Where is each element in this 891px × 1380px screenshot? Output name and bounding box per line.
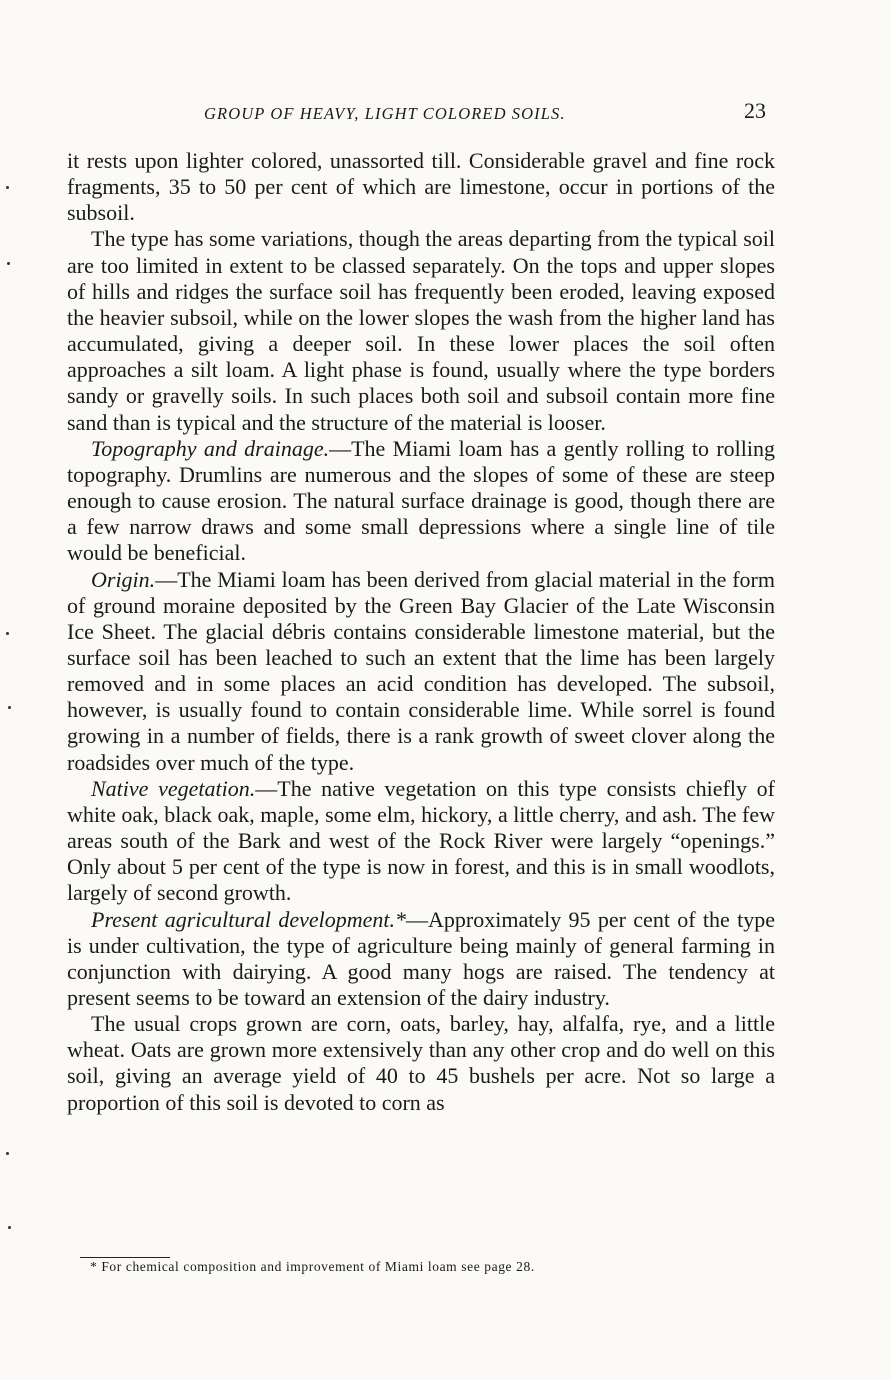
heading-topography: Topography and drainage. (91, 435, 330, 461)
heading-native-vegetation: Native vegetation. (91, 775, 256, 801)
margin-speck (6, 632, 9, 635)
paragraph-variations: The type has some variations, though the areas departing from the typical soil are too limited in extent to be classed separately. On the tops and upper slopes of hills and ridges the surface soil has frequently been eroded, leaving exposed the heavier subsoil, while on the lower slopes the wash from the higher land has accumulated, giving a deeper soil. In these lower places the soil often approaches a silt loam. A light phase is found, usually where the type borders sandy or gravelly soils. In such places both soil and subsoil contain more fine sand than is typical and the structure of the material is looser. (67, 226, 775, 435)
paragraph-continuation: it rests upon lighter colored, unassorted till. Considerable gravel and fine rock fragments, 35 to 50 per cent of which are limestone, occur in portions of the subsoil. (67, 148, 775, 226)
heading-agricultural-development: Present agricultural development.* (91, 906, 407, 932)
margin-speck (8, 1226, 11, 1229)
page-number: 23 (744, 98, 766, 123)
paragraph-origin: Origin.—The Miami loam has been derived from glacial material in the form of ground moraine deposited by the Green Bay Glacier of the Late Wisconsin Ice Sheet. The glacial débris contains considerable limestone material, but the surface soil has been leached to such an extent that the lime has been largely removed and in some places an acid condition has developed. The subsoil, however, is usually found to contain considerable lime. While sorrel is found growing in a number of fields, there is a rank growth of sweet clover along the roadsides over much of the type. (67, 566, 775, 775)
page-body (67, 148, 775, 1116)
paragraph-agricultural-development: Present agricultural development.*—Approximately 95 per cent of the type is under cultivation, the type of agriculture being mainly of general farming in conjunction with dairying. A good many hogs are raised. The tendency at present seems to be toward an extension of the dairy industry. (67, 906, 775, 1010)
paragraph-topography: Topography and drainage.—The Miami loam has a gently rolling to rolling topography. Drumlins are numerous and the slopes of some of these are steep enough to cause erosion. The natural surface drainage is good, though there are a few narrow draws and some small depressions where a single line of tile would be beneficial. (67, 435, 775, 566)
margin-speck (6, 1152, 9, 1155)
margin-speck (6, 186, 9, 189)
paragraph-native-vegetation: Native vegetation.—The native vegetation on this type consists chiefly of white oak, black oak, maple, some elm, hickory, a little cherry, and ash. The few areas south of the Bark and west of the Rock River were largely “openings.” Only about 5 per cent of the type is now in forest, and this is in small woodlots, largely of second growth. (67, 775, 775, 906)
heading-origin: Origin. (91, 566, 156, 592)
paragraph-crops: The usual crops grown are corn, oats, barley, hay, alfalfa, rye, and a little wheat. Oats are grown more extensively than any other crop and do well on this soil, giving an average yield of 40 to 45 bushels per acre. Not so large a proportion of this soil is devoted to corn as (67, 1011, 775, 1115)
margin-speck (8, 706, 11, 709)
footnote-rule (80, 1257, 170, 1258)
margin-speck (7, 262, 10, 265)
page-header (0, 96, 891, 126)
footnote: * For chemical composition and improvement of Miami loam see page 28. (90, 1259, 535, 1274)
running-head: GROUP OF HEAVY, LIGHT COLORED SOILS. (204, 104, 566, 123)
